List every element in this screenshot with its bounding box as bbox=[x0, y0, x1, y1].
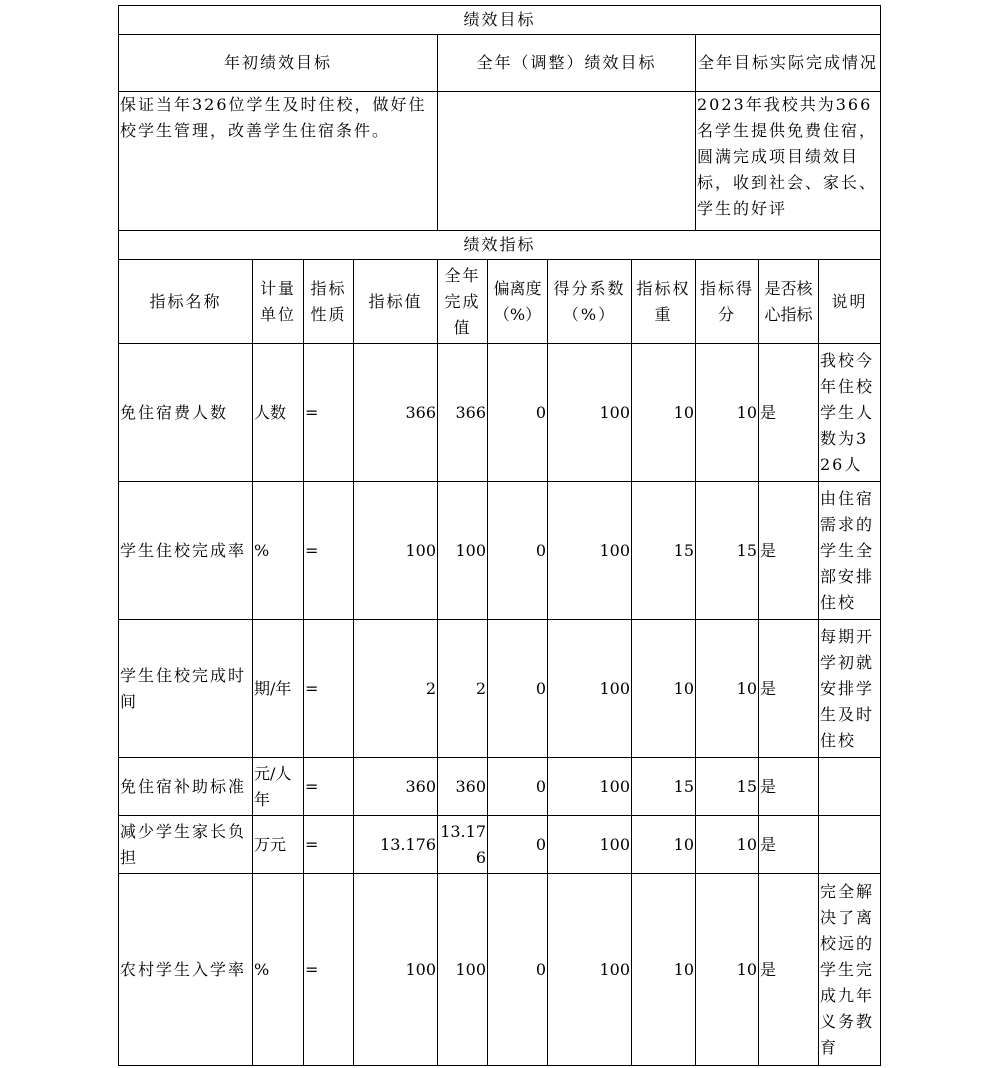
indicator-actual: 100 bbox=[438, 874, 488, 1066]
indicator-core: 是 bbox=[759, 344, 819, 482]
indicator-nature: = bbox=[304, 482, 354, 620]
indicator-name: 农村学生入学率 bbox=[119, 874, 253, 1066]
indicator-note bbox=[819, 816, 881, 874]
table-row bbox=[119, 344, 881, 482]
indicator-name: 学生住校完成时间 bbox=[119, 620, 253, 758]
table-row bbox=[119, 816, 881, 874]
indicator-unit: 万元 bbox=[253, 816, 304, 874]
header-unit: 计量单位 bbox=[253, 260, 304, 344]
indicator-nature: = bbox=[304, 620, 354, 758]
indicator-actual: 366 bbox=[438, 344, 488, 482]
indicator-unit: 元/人年 bbox=[253, 758, 304, 816]
indicator-core: 是 bbox=[759, 758, 819, 816]
goals-section-title: 绩效目标 bbox=[119, 6, 881, 35]
indicator-name: 学生住校完成率 bbox=[119, 482, 253, 620]
indicator-core: 是 bbox=[759, 620, 819, 758]
header-indicator-name: 指标名称 bbox=[119, 260, 253, 344]
indicator-coefficient: 100 bbox=[548, 620, 632, 758]
indicator-score: 10 bbox=[696, 874, 759, 1066]
header-score: 指标得分 bbox=[696, 260, 759, 344]
indicator-nature: = bbox=[304, 344, 354, 482]
indicator-target: 2 bbox=[354, 620, 438, 758]
indicator-name: 免住宿补助标准 bbox=[119, 758, 253, 816]
indicator-coefficient: 100 bbox=[548, 482, 632, 620]
indicator-weight: 10 bbox=[632, 816, 696, 874]
header-deviation: 偏离度（%） bbox=[488, 260, 548, 344]
indicator-core: 是 bbox=[759, 482, 819, 620]
initial-goal-text: 保证当年326位学生及时住校，做好住校学生管理，改善学生住宿条件。 bbox=[119, 92, 438, 231]
indicator-note bbox=[819, 758, 881, 816]
indicator-actual: 100 bbox=[438, 482, 488, 620]
indicator-weight: 15 bbox=[632, 758, 696, 816]
table-row bbox=[119, 758, 881, 816]
indicator-target: 13.176 bbox=[354, 816, 438, 874]
indicator-actual: 13.176 bbox=[438, 816, 488, 874]
indicator-deviation: 0 bbox=[488, 758, 548, 816]
table-row bbox=[119, 620, 881, 758]
indicator-deviation: 0 bbox=[488, 620, 548, 758]
indicator-unit: % bbox=[253, 482, 304, 620]
indicator-nature: = bbox=[304, 874, 354, 1066]
indicators-section-title: 绩效指标 bbox=[119, 231, 881, 260]
indicator-note: 每期开学初就安排学生及时住校 bbox=[819, 620, 881, 758]
table-row bbox=[119, 482, 881, 620]
actual-completion-header: 全年目标实际完成情况 bbox=[696, 35, 881, 92]
indicator-note: 完全解决了离校远的学生完成九年义务教育 bbox=[819, 874, 881, 1066]
indicator-unit: % bbox=[253, 874, 304, 1066]
indicator-deviation: 0 bbox=[488, 344, 548, 482]
indicator-core: 是 bbox=[759, 874, 819, 1066]
indicator-target: 100 bbox=[354, 874, 438, 1066]
indicator-weight: 10 bbox=[632, 620, 696, 758]
indicator-coefficient: 100 bbox=[548, 816, 632, 874]
header-note: 说明 bbox=[819, 260, 881, 344]
header-nature: 指标性质 bbox=[304, 260, 354, 344]
initial-goal-header: 年初绩效目标 bbox=[119, 35, 438, 92]
indicator-coefficient: 100 bbox=[548, 874, 632, 1066]
actual-completion-text: 2023年我校共为366名学生提供免费住宿，圆满完成项目绩效目标，收到社会、家长、学生的好评 bbox=[696, 92, 881, 231]
indicator-deviation: 0 bbox=[488, 874, 548, 1066]
indicator-name: 免住宿费人数 bbox=[119, 344, 253, 482]
indicator-nature: = bbox=[304, 758, 354, 816]
indicator-weight: 15 bbox=[632, 482, 696, 620]
indicator-name: 减少学生家长负担 bbox=[119, 816, 253, 874]
table-row bbox=[119, 874, 881, 1066]
indicator-note: 我校今年住校学生人数为326人 bbox=[819, 344, 881, 482]
indicator-note: 由住宿需求的学生全部安排住校 bbox=[819, 482, 881, 620]
indicator-unit: 期/年 bbox=[253, 620, 304, 758]
indicator-weight: 10 bbox=[632, 874, 696, 1066]
indicator-target: 100 bbox=[354, 482, 438, 620]
header-score-coefficient: 得分系数（%） bbox=[548, 260, 632, 344]
indicator-score: 10 bbox=[696, 816, 759, 874]
indicator-deviation: 0 bbox=[488, 482, 548, 620]
indicator-nature: = bbox=[304, 816, 354, 874]
adjusted-goal-text bbox=[438, 92, 696, 231]
indicator-deviation: 0 bbox=[488, 816, 548, 874]
indicator-coefficient: 100 bbox=[548, 344, 632, 482]
indicator-coefficient: 100 bbox=[548, 758, 632, 816]
indicator-score: 15 bbox=[696, 482, 759, 620]
indicator-unit: 人数 bbox=[253, 344, 304, 482]
indicator-core: 是 bbox=[759, 816, 819, 874]
indicator-actual: 360 bbox=[438, 758, 488, 816]
indicator-weight: 10 bbox=[632, 344, 696, 482]
indicator-target: 360 bbox=[354, 758, 438, 816]
indicator-score: 15 bbox=[696, 758, 759, 816]
header-target-value: 指标值 bbox=[354, 260, 438, 344]
indicator-score: 10 bbox=[696, 344, 759, 482]
header-weight: 指标权重 bbox=[632, 260, 696, 344]
indicator-actual: 2 bbox=[438, 620, 488, 758]
performance-table bbox=[118, 5, 881, 1066]
header-actual-value: 全年完成值 bbox=[438, 260, 488, 344]
header-core-indicator: 是否核心指标 bbox=[759, 260, 819, 344]
indicator-target: 366 bbox=[354, 344, 438, 482]
adjusted-goal-header: 全年（调整）绩效目标 bbox=[438, 35, 696, 92]
indicator-score: 10 bbox=[696, 620, 759, 758]
